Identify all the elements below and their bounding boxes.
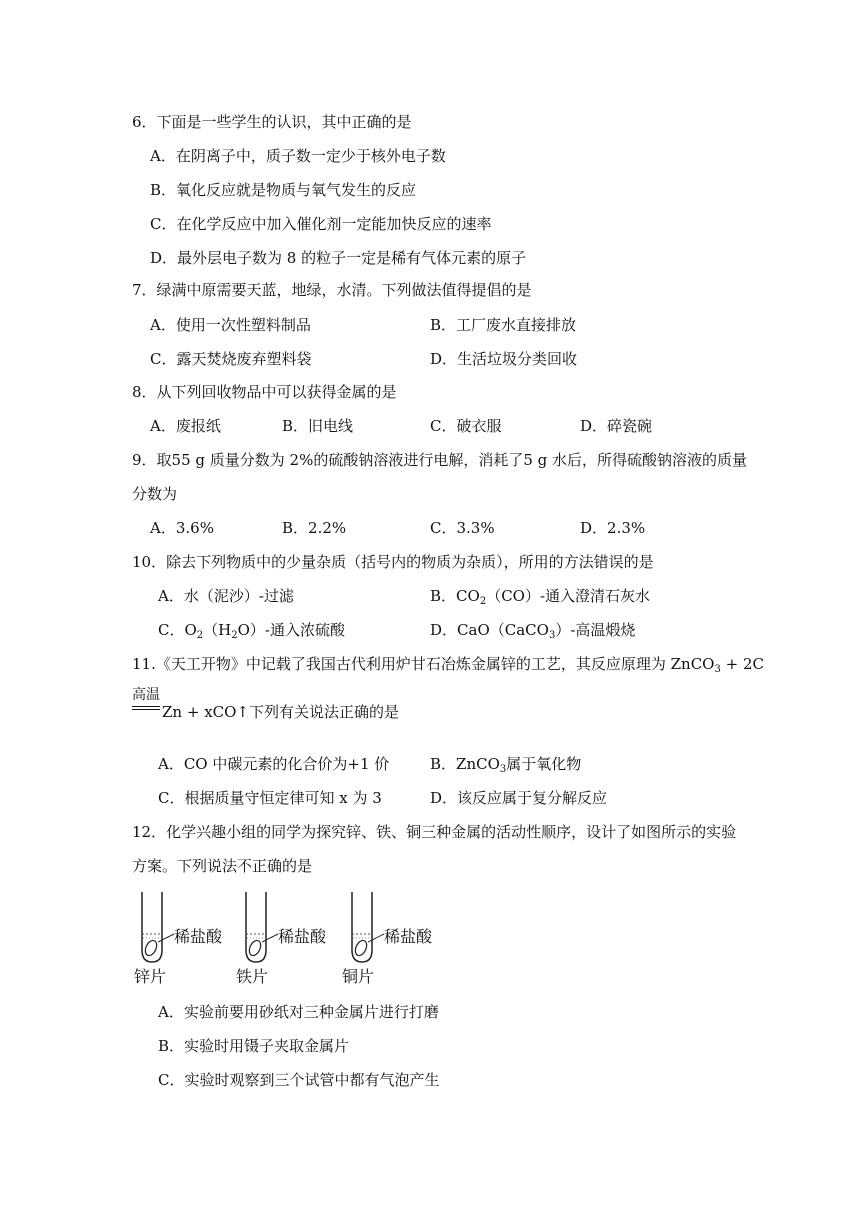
q10-stem: 10．除去下列物质中的少量杂质（括号内的物质为杂质），所用的方法错误的是: [132, 553, 654, 571]
q12-option-c: C．实验时观察到三个试管中都有气泡产生: [158, 1071, 440, 1089]
tube-3-label: 稀盐酸: [384, 927, 433, 946]
tube-3-caption: 铜片: [342, 967, 375, 986]
q8-option-a: A．废报纸: [150, 417, 221, 435]
q11-option-d: D．该反应属于复分解反应: [430, 789, 608, 807]
q11-option-b: B．ZnCO$_3$属于氧化物: [430, 755, 582, 775]
reaction-condition: 高温: [132, 687, 160, 703]
q9-option-a: A．3.6%: [150, 519, 214, 537]
test-tube-icon: [138, 890, 168, 965]
q11-option-a: A．CO 中碳元素的化合价为+1 价: [158, 755, 390, 773]
reaction-equals-bar-top: [132, 706, 160, 707]
q6-option-c: C．在化学反应中加入催化剂一定能加快反应的速率: [150, 215, 492, 233]
q9-stem-line1: 9．取55 g 质量分数为 2%的硫酸钠溶液进行电解，消耗了5 g 水后，所得硫酸钠溶液的质量: [132, 451, 748, 469]
tube-2-label: 稀盐酸: [278, 927, 327, 946]
q9-option-d: D．2.3%: [580, 519, 646, 537]
q12-option-b: B．实验时用镊子夹取金属片: [158, 1037, 350, 1055]
q6-option-d: D．最外层电子数为 8 的粒子一定是稀有气体元素的原子: [150, 249, 527, 267]
test-tube-icon: [348, 890, 378, 965]
q10-option-d: D．CaO（CaCO$_3$）-高温煅烧: [430, 621, 636, 641]
tube-1-label: 稀盐酸: [174, 927, 223, 946]
q8-option-b: B．旧电线: [282, 417, 354, 435]
q9-option-c: C．3.3%: [430, 519, 495, 537]
q7-stem: 7．绿满中原需要天蓝，地绿，水清。下列做法值得提倡的是: [132, 281, 532, 299]
q7-option-b: B．工厂废水直接排放: [430, 316, 577, 334]
q8-option-c: C．破衣服: [430, 417, 502, 435]
q7-option-a: A．使用一次性塑料制品: [150, 316, 311, 334]
q11-option-c: C．根据质量守恒定律可知 x 为 3: [158, 789, 382, 807]
q11-stem-line2: Zn + xCO↑下列有关说法正确的是: [162, 703, 399, 721]
q8-stem: 8．从下列回收物品中可以获得金属的是: [132, 383, 397, 401]
q6-stem: 6．下面是一些学生的认识，其中正确的是: [132, 113, 412, 131]
q12-stem-line2: 方案。下列说法不正确的是: [132, 857, 313, 875]
q10-option-a: A．水（泥沙）-过滤: [158, 587, 294, 605]
q7-option-d: D．生活垃圾分类回收: [430, 350, 578, 368]
q7-option-c: C．露天焚烧废弃塑料袋: [150, 350, 312, 368]
reaction-equals-bar-bottom: [132, 709, 160, 710]
q12-option-a: A．实验前要用砂纸对三种金属片进行打磨: [158, 1003, 439, 1021]
tube-2-caption: 铁片: [236, 967, 269, 986]
q9-option-b: B．2.2%: [282, 519, 347, 537]
test-tube-icon: [242, 890, 272, 965]
q12-stem-line1: 12．化学兴趣小组的同学为探究锌、铁、铜三种金属的活动性顺序，设计了如图所示的实验: [132, 823, 737, 841]
tube-1-caption: 锌片: [134, 967, 167, 986]
q6-option-a: A．在阴离子中，质子数一定少于核外电子数: [150, 147, 446, 165]
q6-option-b: B．氧化反应就是物质与氧气发生的反应: [150, 181, 417, 199]
q10-option-b: B．$CO_2(CO)-$通入澄清石灰水: [430, 587, 651, 607]
q11-stem-line1: 11.《天工开物》中记载了我国古代利用炉甘石冶炼金属锌的工艺，其反应原理为 ZnCO$_3$ + 2C: [132, 655, 764, 675]
q9-stem-line2: 分数为: [132, 485, 178, 503]
q10-option-c: C．$O_2(H_2O)-$通入浓硫酸: [158, 621, 345, 641]
q8-option-d: D．碎瓷碗: [580, 417, 653, 435]
